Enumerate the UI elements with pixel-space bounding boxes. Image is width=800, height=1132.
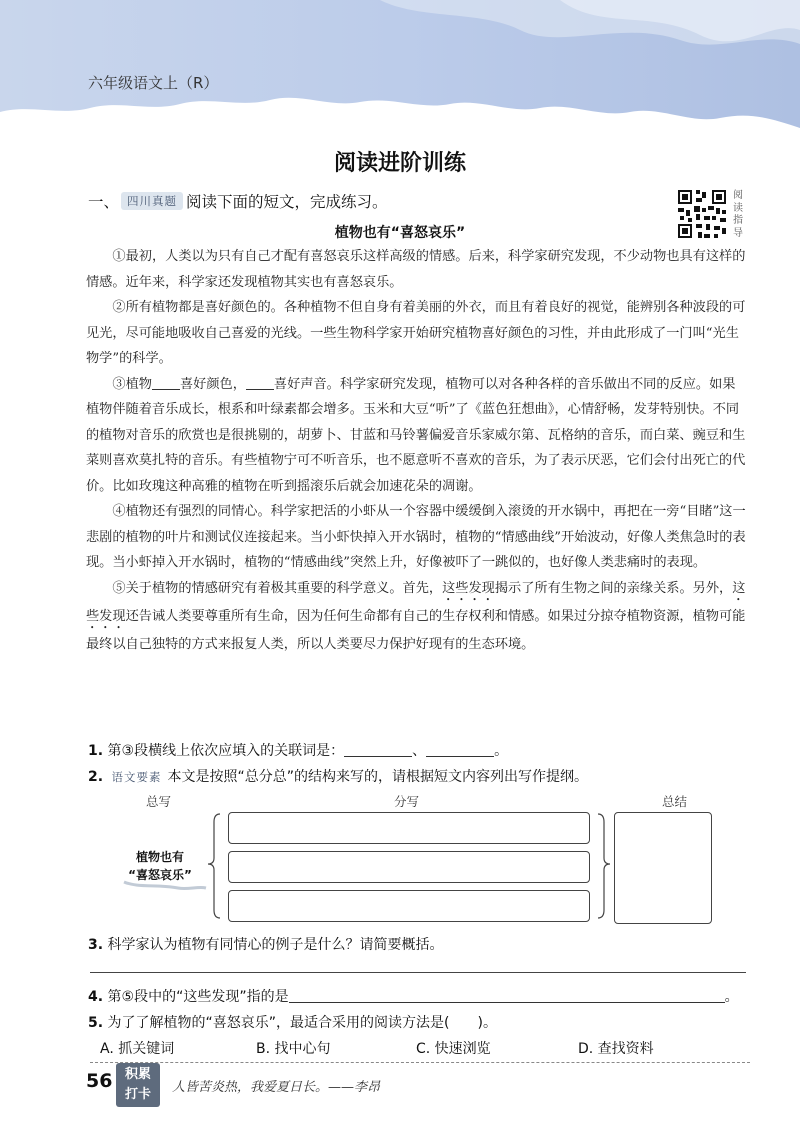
outline-diagram: [118, 792, 758, 942]
section-heading: [88, 190, 388, 212]
question-text: 为了了解植物的“喜怒哀乐”，最适合采用的阅读方法是( )。: [107, 1015, 497, 1031]
paragraph-2: ②所有植物都是喜好颜色的。各种植物不但自身有着美丽的外衣，而且有着良好的视觉，能辨别各种波段的可见光，尽可能地吸收自己喜爱的光线。一些生物科学家开始研究植物喜好颜色的习性，并由此形成了一门叫“光生物学”的科学。: [86, 300, 746, 366]
option-c[interactable]: C. 快速浏览: [416, 1041, 491, 1057]
separator: 、: [412, 743, 427, 759]
p5-part-a: ⑤关于植物的情感研究有着极其重要的科学意义。首先，: [112, 580, 443, 596]
emphasized-phrase-2: 这些发现: [86, 580, 746, 624]
p5-part-c: 揭示了所有生物之间的亲缘关系。另外，: [494, 580, 733, 596]
question-text: 本文是按照“总分总”的结构来写的，请根据短文内容列出写作提纲。: [167, 769, 589, 785]
p3-part-c: 喜好声音。科学家研究发现，植物可以对各种各样的音乐做出不同的反应。如果植物伴随着音乐成长，根系和叶绿素都会增多。玉米和大豆“听”了《蓝色狂想曲》，心情舒畅，发芽特别快。不同的植物对音乐的欣赏也是很挑剔的，胡萝卜、甘蓝和马铃薯偏爱音乐家威尔第、瓦格纳的音乐，而白菜、豌豆和生菜则喜欢莫扎特的音乐。有些植物宁可不听音乐，也不愿意听不喜欢的音乐，为了表示厌恶，它们会付出死亡的代价。比如玫瑰这种高雅的植物在听到摇滚乐后就会加速花朵的凋谢。: [86, 376, 746, 494]
header-band: [0, 0, 800, 135]
section-number: 一、: [88, 193, 120, 211]
question-2: [88, 766, 588, 786]
page-number: 56: [86, 1070, 113, 1092]
answer-blank-2[interactable]: [426, 742, 494, 757]
p3-part-a: ③植物: [112, 376, 152, 392]
page-title: 阅读进阶训练: [333, 151, 466, 176]
outline-box-2[interactable]: [228, 851, 590, 883]
question-number: 2.: [88, 769, 104, 785]
question-number: 4.: [88, 989, 104, 1005]
question-4: [88, 986, 739, 1006]
qr-label: 阅读指导: [733, 190, 743, 239]
outline-box-3[interactable]: [228, 890, 590, 922]
option-a[interactable]: A. 抓关键词: [100, 1041, 175, 1057]
stamp-line-2: 打卡: [124, 1087, 151, 1102]
period: 。: [724, 989, 739, 1005]
p5-part-e: 还告诫人类要尊重所有生命，因为任何生命都有自己的生存权利和情感。如果过分掠夺植物资源，植物可能最终以自己独特的方式来报复人类，所以人类要尽力保护好现有的生态环境。: [86, 608, 746, 652]
element-tag: 语文要素: [111, 770, 162, 784]
region-tag: 四川真题: [121, 192, 183, 210]
footer-divider: [90, 1062, 750, 1063]
section-instruction: 阅读下面的短文，完成练习。: [186, 193, 388, 211]
paragraph-1: ①最初，人类以为只有自己才配有喜怒哀乐这样高级的情感。后来，科学家研究发现，不少动物也具有这样的情感。近年来，科学家还发现植物其实也有喜怒哀乐。: [86, 249, 746, 290]
checkin-stamp: [116, 1063, 160, 1107]
center-line-2: “喜怒哀乐”: [128, 868, 192, 882]
question-number: 5.: [88, 1015, 104, 1031]
question-1: [88, 740, 508, 760]
question-3: [88, 934, 444, 954]
answer-blank-q4[interactable]: [289, 988, 725, 1003]
emphasized-phrase-1: 这些发现: [442, 580, 495, 596]
outline-box-1[interactable]: [228, 812, 590, 844]
label-summary: 总结: [662, 794, 688, 809]
center-line-1: 植物也有: [135, 850, 184, 864]
grade-label: 六年级语文上（R）: [88, 74, 219, 92]
paragraph-4: ④植物还有强烈的同情心。科学家把活的小虾从一个容器中缓缓倒入滚烫的开水锅中，再把在一旁“目睹”这一悲剧的植物的叶片和测试仪连接起来。当小虾快掉入开水锅时，植物的“情感曲线”开始波动，好像人类焦急时的表现。当小虾掉入开水锅时，植物的“情感曲线”突然上升，好像被吓了一跳似的，也好像人类悲痛时的表现。: [86, 504, 746, 570]
question-text: 第③段横线上依次应填入的关联词是：: [107, 743, 345, 759]
paragraph-5: [86, 576, 746, 658]
article-body: [86, 244, 746, 657]
paragraph-3: [86, 372, 746, 500]
period: 。: [494, 743, 509, 759]
option-d[interactable]: D. 查找资料: [578, 1041, 654, 1057]
stamp-line-1: 积累: [124, 1067, 151, 1082]
label-body: 分写: [394, 794, 420, 809]
question-text: 科学家认为植物有同情心的例子是什么？请简要概括。: [107, 937, 444, 953]
footer-quote: 人皆苦炎热，我爱夏日长。——李昂: [172, 1080, 381, 1095]
answer-blank-1[interactable]: [344, 742, 412, 757]
conjunction-blank-1[interactable]: [152, 376, 180, 390]
question-number: 1.: [88, 743, 104, 759]
article-title: 植物也有“喜怒哀乐”: [334, 225, 466, 241]
question-number: 3.: [88, 937, 104, 953]
label-intro: 总写: [146, 794, 172, 809]
p3-part-b: 喜好颜色，: [179, 376, 246, 392]
summary-box[interactable]: [614, 812, 712, 924]
question-5: [88, 1012, 497, 1032]
question-text: 第⑤段中的“这些发现”指的是: [107, 989, 289, 1005]
answer-line-q3[interactable]: [90, 972, 746, 973]
option-b[interactable]: B. 找中心句: [256, 1041, 331, 1057]
center-topic: [118, 848, 202, 884]
conjunction-blank-2[interactable]: [246, 376, 274, 390]
